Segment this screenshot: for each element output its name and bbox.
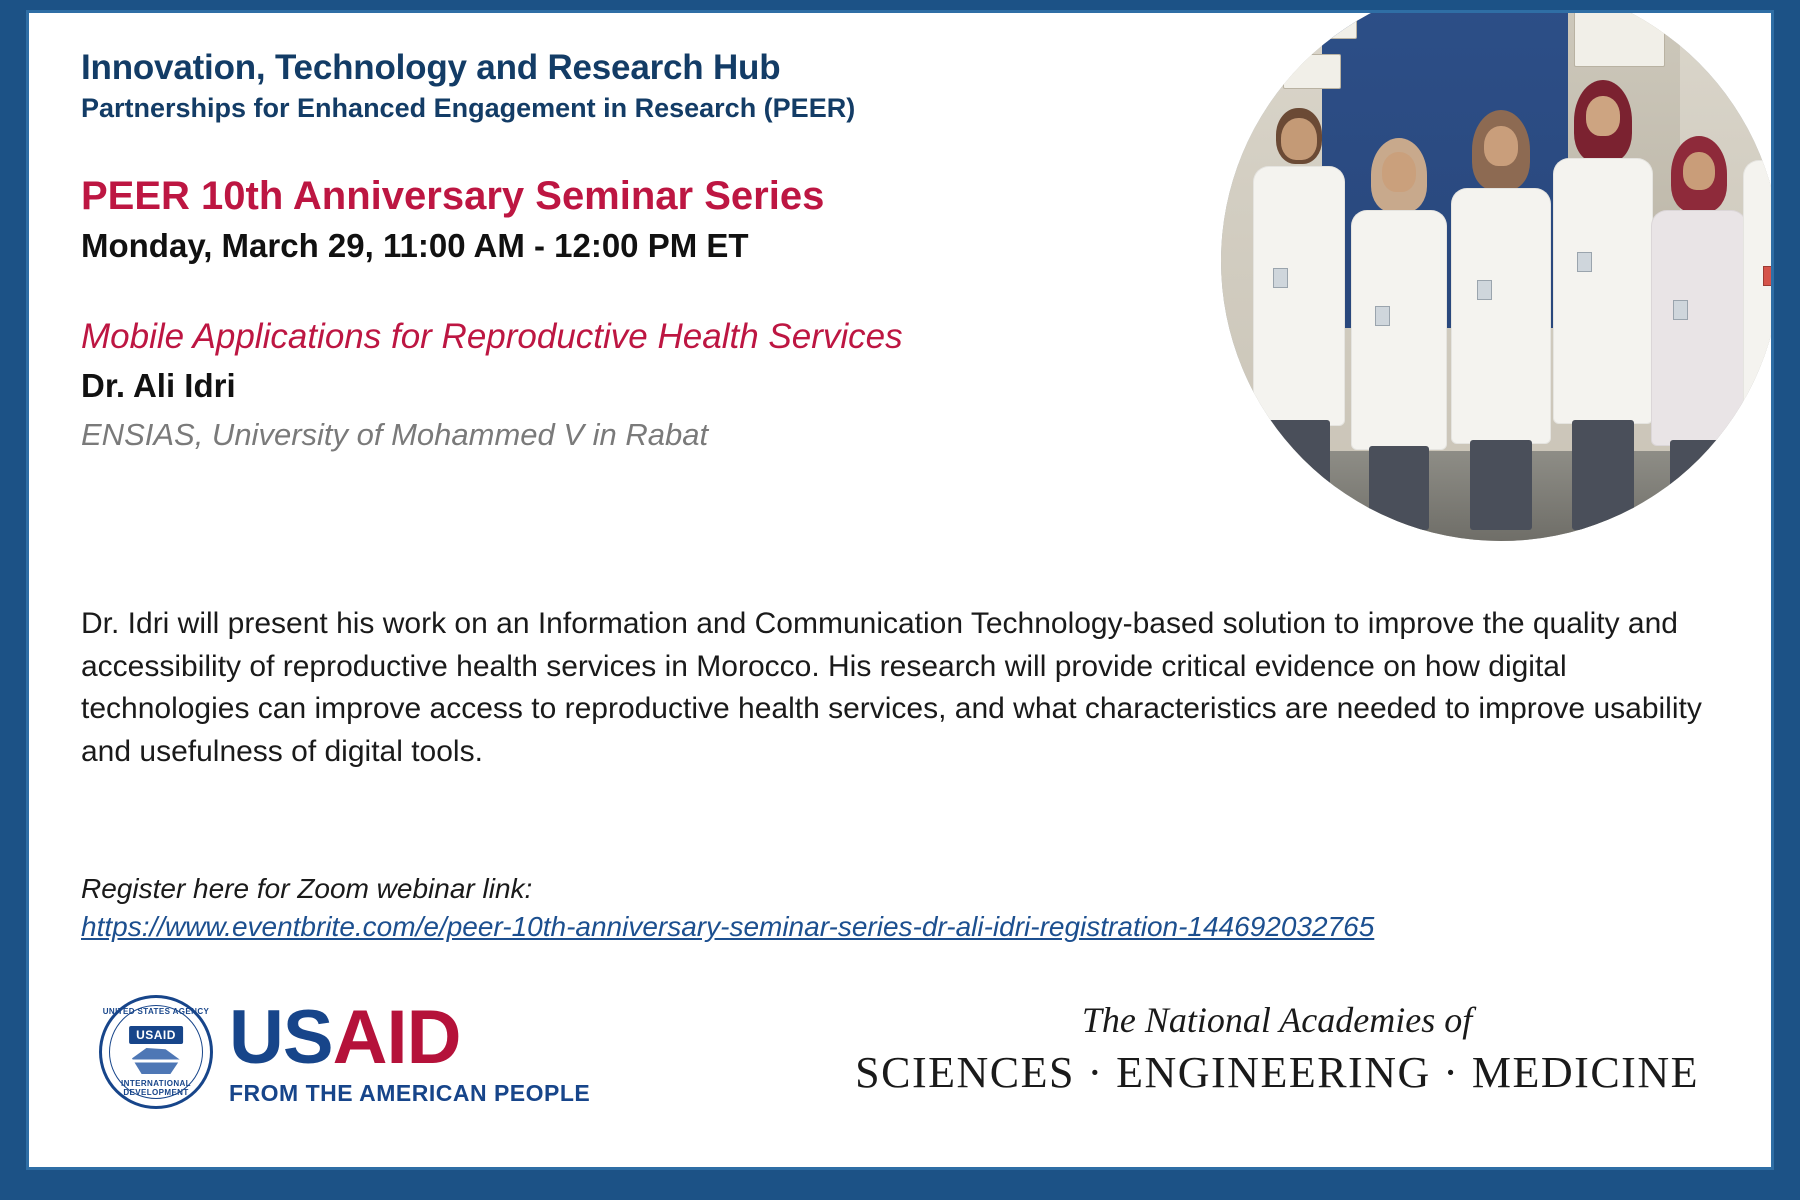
hub-subtitle: Partnerships for Enhanced Engagement in Research (PEER) <box>81 93 856 124</box>
usaid-seal-top-text: UNITED STATES AGENCY <box>102 1007 210 1016</box>
group-photo-image <box>1221 10 1774 541</box>
group-photo <box>1221 10 1774 541</box>
photo-person-4 <box>1551 80 1655 530</box>
usaid-word-us: US <box>229 994 333 1080</box>
usaid-logo <box>99 995 590 1109</box>
usaid-seal-band: USAID <box>129 1026 183 1044</box>
series-title: PEER 10th Anniversary Seminar Series <box>81 173 825 218</box>
header-block <box>81 47 1081 453</box>
flyer-inner-border <box>26 10 1774 1170</box>
speaker-name: Dr. Ali Idri <box>81 366 236 404</box>
usaid-seal-bottom-text: INTERNATIONAL DEVELOPMENT <box>121 1079 191 1097</box>
nasem-line-1: The National Academies of <box>1081 1000 1473 1040</box>
photo-person-2 <box>1349 110 1449 530</box>
speaker-affiliation: ENSIAS, University of Mohammed V in Rabat <box>81 416 709 452</box>
photo-sign-1 <box>1260 10 1357 39</box>
usaid-wordmark <box>229 994 591 1106</box>
event-datetime: Monday, March 29, 11:00 AM - 12:00 PM ET <box>81 226 749 264</box>
photo-person-1 <box>1251 100 1347 530</box>
hub-title: Innovation, Technology and Research Hub <box>81 48 781 87</box>
photo-person-3 <box>1449 100 1553 530</box>
usaid-seal-icon <box>99 995 213 1109</box>
talk-title: Mobile Applications for Reproductive Health Services <box>81 316 903 356</box>
registration-link[interactable]: https://www.eventbrite.com/e/peer-10th-anniversary-seminar-series-dr-ali-idri-registration-144692032765 <box>81 911 1375 942</box>
nasem-logo <box>855 999 1699 1098</box>
photo-person-5 <box>1649 110 1749 530</box>
footer-logos <box>29 989 1771 1139</box>
nasem-line-2: SCIENCES · ENGINEERING · MEDICINE <box>855 1048 1699 1097</box>
photo-sign-2 <box>1283 54 1341 90</box>
photo-person-6 <box>1741 90 1774 530</box>
abstract-text: Dr. Idri will present his work on an Information and Communication Technology-based solution to improve the quality and accessibility of reproductive health services in Morocco. His research will provide critical evidence on how digital technologies can improve access to reproductive health services, and what characteristics are needed to improve usability and usefulness of digital tools. <box>81 607 1702 768</box>
usaid-word-aid: AID <box>332 994 461 1080</box>
usaid-tagline: FROM THE AMERICAN PEOPLE <box>229 1079 591 1106</box>
photo-sign-3 <box>1574 10 1666 67</box>
registration-block <box>81 873 1741 943</box>
registration-label: Register here for Zoom webinar link: <box>81 873 533 904</box>
